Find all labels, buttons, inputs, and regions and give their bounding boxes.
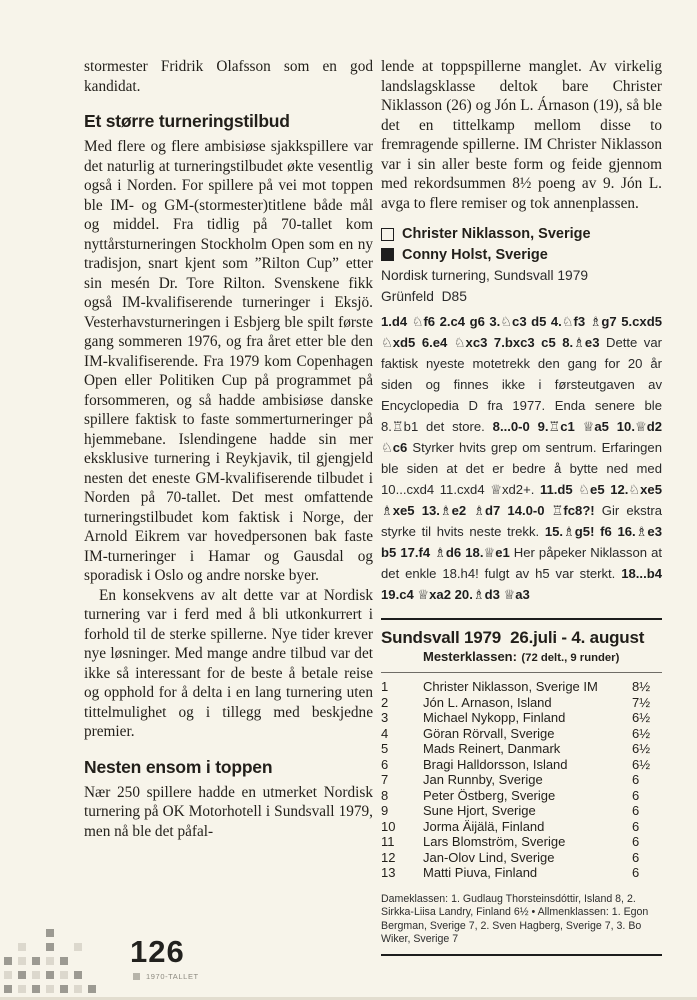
checker-square (32, 985, 40, 993)
result-rank: 2 (381, 694, 389, 710)
page-number: 126 (130, 934, 185, 969)
checkerboard-decoration (0, 926, 120, 996)
result-rank: 8 (381, 787, 389, 803)
chapter-label (133, 972, 199, 981)
chapter-label-text: 1970-TALLET (146, 972, 199, 981)
results-rows (381, 679, 662, 881)
section-heading-nesten-ensom: Nesten ensom i toppen (84, 756, 273, 777)
result-name: Matti Piuva, Finland (423, 865, 538, 880)
intro-paragraph: stormester Fridrik Olafsson som en god kandidat. (84, 58, 373, 95)
result-row (381, 834, 662, 850)
checker-square (88, 985, 96, 993)
result-score: 6 (632, 834, 640, 849)
result-name: Jorma Äijälä, Finland (423, 818, 545, 834)
result-row (381, 710, 662, 726)
result-rank: 5 (381, 741, 389, 756)
result-name: Bragi Halldorsson, Island (423, 756, 568, 772)
result-row (381, 865, 662, 881)
result-name: Sune Hjort, Sverige (423, 803, 536, 818)
results-class-detail: (72 delt., 9 runder) (521, 652, 620, 664)
divider-subtitle (381, 672, 662, 673)
checker-square (18, 943, 26, 951)
checker-square (46, 971, 54, 979)
result-rank: 3 (381, 710, 389, 725)
checker-square (32, 971, 40, 979)
moves-run: 1.d4 ♘f6 2.c4 g6 3.♘c3 d5 4.♘f3 ♗g7 5.cxd5 ♘xd5 6.e4 ♘xc3 7.bxc3 c5 8.♗e3 (381, 314, 662, 350)
checker-square (74, 985, 82, 993)
white-player-row (381, 224, 662, 245)
result-score: 6 (632, 803, 640, 818)
checker-square (60, 985, 68, 993)
result-rank: 10 (381, 818, 396, 834)
checker-square (32, 957, 40, 965)
result-row (381, 788, 662, 804)
result-name: Peter Östberg, Sverige (423, 787, 556, 803)
annotation-run: Dette var faktisk nyeste motetrekk den gang for 20 år siden og finnes ikke i førsteutgaven av Encyclopedia D fra 1977. Enda senere ble 8.♖b1 det store. (381, 335, 662, 434)
right-column (381, 57, 662, 956)
checker-square (4, 957, 12, 965)
result-name: Michael Nykopp, Finland (423, 710, 566, 725)
black-side-square-icon (381, 248, 394, 261)
black-player-row (381, 245, 662, 266)
paragraph: En konsekvens av alt dette var at Nordisk turnering var i ferd med å bli utkonkurrert i forhold til de sterke spillerne. Nye tider krever nye løsninger. Med mange andre tilbud var det ikke så interessant for de beste å betale reise og opphold for å delta i en lang turnering uten tittelmulighet og i tillegg med beskjedne premier. (84, 586, 373, 740)
checker-square (74, 971, 82, 979)
game-event: Nordisk turnering, Sundsvall 1979 (381, 268, 589, 283)
results-footnote: Dameklassen: 1. Gudlaug Thorsteinsdóttir, Island 8, 2. Sirkka-Liisa Landry, Finland 6½ • Allmenklassen: 1. Egon Bergman, Sverige 7, 2. Sven Hagberg, Sverige 7, 3. Bo Wiker, Sverige 7 (381, 892, 649, 946)
results-title: Sundsvall 1979 26.juli - 4. august (381, 628, 645, 647)
game-opening: Grünfeld D85 (381, 289, 467, 304)
result-name: Jan-Olov Lind, Sverige (423, 849, 555, 865)
checker-square (46, 943, 54, 951)
white-player-name: Christer Niklasson, Sverige (402, 226, 591, 242)
result-score: 8½ (632, 679, 651, 694)
moves-run: 18...b4 19.c4 ♕xa2 20.♗d3 ♕a3 (381, 566, 662, 602)
chapter-square-icon (133, 973, 140, 980)
moves-run: 15.♗g5! f6 16.♗e3 b5 17.f4 ♗d6 18.♕e1 (381, 524, 662, 560)
checker-square (74, 943, 82, 951)
result-row (381, 679, 662, 695)
result-name: Jan Runnby, Sverige (423, 772, 543, 787)
checker-square (18, 971, 26, 979)
result-rank: 7 (381, 772, 389, 787)
results-section (381, 618, 662, 956)
checker-square (4, 971, 12, 979)
checker-square (60, 971, 68, 979)
result-row (381, 819, 662, 835)
result-rank: 6 (381, 756, 389, 772)
result-score: 6½ (632, 725, 651, 741)
moves-run: 11.d5 ♘e5 12.♘xe5 ♗xe5 13.♗e2 ♗d7 14.0-0 ♖fc8?! (381, 482, 662, 518)
checker-square (46, 957, 54, 965)
divider-bottom (381, 954, 662, 956)
paragraph: Med flere og flere ambisiøse sjakkspillere var det naturlig at turneringstilbudet økte vesentlig også i Norden. For spillere på vei mot toppen ble IM- og GM-(stormester)titlene både mål og middel. Fra tidlig på 70-tallet kom nyttårsturneringen Stockholm Open som en ny tradisjon, snart kjent som ”Rilton Cup” etter sin mesén Dr. Tore Rilton. Svenskene fikk også IM-kvalifiserende turneringer i Eksjö. Vesterhavsturneringen i Esbjerg ble spilt første gang sommeren 1976, og fra året etter ble den IM-kvalifiserende. Fra 1979 kom Copenhagen Open eller Politiken Cup på programmet på forsommeren, og så hadde ambisiøse danske spillere faktisk to faste sommerturneringer på hjemmebane. Islendingene hadde sin mer eksklusive turnering i Reykjavik, til gjengjeld nesten det eneste GM-kvalifiserende tilbudet i Norden på 70-tallet. Det mest omfattende turneringstilbudet kom faktisk i Norge, der Arnold Eikrem var hovedpersonen bak faste IM-turneringer i Hamar og Gausdal og sporadisk i Oslo og andre norske byer. (84, 138, 373, 584)
white-side-square-icon (381, 228, 394, 241)
annotation-run: Styrker hvits grep om sentrum. Erfaringen ble siden at det er bedre å bytte ned med 10...cxd4 11.cxd4 ♕xd2+. (381, 440, 662, 497)
result-row (381, 757, 662, 773)
results-subtitle (423, 649, 662, 666)
result-score: 6 (632, 787, 640, 803)
result-rank: 13 (381, 865, 396, 880)
result-score: 6½ (632, 756, 651, 772)
result-row (381, 772, 662, 788)
checker-square (46, 929, 54, 937)
game-notation (381, 311, 662, 605)
result-row (381, 803, 662, 819)
checker-square (18, 985, 26, 993)
checker-square (18, 957, 26, 965)
result-row (381, 726, 662, 742)
continuation-paragraph: lende at toppspillerne manglet. Av virkelig landslagsklasse deltok bare Christer Niklasson (26) og Jón L. Árnason (19), så ble det en tittelkamp mellom disse to fremragende spillerne. IM Christer Niklasson var i sin aller beste form og feide gjennom med rekordsummen 8½ poeng av 9. Jón L. avga to flere remiser og tok annenplassen. (381, 58, 662, 212)
black-player-name: Conny Holst, Sverige (402, 246, 548, 263)
checker-square (4, 985, 12, 993)
left-column (84, 57, 373, 841)
result-name: Jón L. Arnason, Island (423, 694, 552, 710)
chess-game-block (381, 224, 662, 605)
result-score: 6½ (632, 710, 651, 725)
divider-top (381, 618, 662, 620)
result-score: 6½ (632, 741, 651, 756)
checker-square (46, 985, 54, 993)
result-rank: 12 (381, 849, 396, 865)
result-rank: 11 (381, 834, 395, 849)
result-rank: 1 (381, 679, 389, 694)
result-name: Lars Blomström, Sverige (423, 834, 566, 849)
result-row (381, 695, 662, 711)
result-score: 7½ (632, 694, 651, 710)
result-score: 6 (632, 865, 640, 880)
annotation-run: Her påpeker Niklasson at det enkle 18.h4! fulgt av h5 var sterkt. (381, 545, 662, 581)
result-score: 6 (632, 818, 640, 834)
result-score: 6 (632, 849, 640, 865)
result-name: Mads Reinert, Danmark (423, 741, 561, 756)
moves-run: 8...0-0 9.♖c1 ♕a5 10.♕d2 ♘c6 (381, 419, 662, 455)
paragraph: Nær 250 spillere hadde en utmerket Nordisk turnering på OK Motorhotell i Sundsvall 1979, men nå ble det påfal- (84, 783, 373, 840)
result-score: 6 (632, 772, 640, 787)
result-rank: 9 (381, 803, 389, 818)
result-rank: 4 (381, 725, 389, 741)
result-row (381, 741, 662, 757)
result-name: Göran Rörvall, Sverige (423, 725, 555, 741)
results-class-label: Mesterklassen: (423, 649, 517, 664)
checker-square (60, 957, 68, 965)
annotation-run: Gir ekstra styrke til hvits neste trekk. (381, 503, 662, 539)
result-row (381, 850, 662, 866)
result-name: Christer Niklasson, Sverige IM (423, 679, 598, 694)
section-heading-turneringstilbud: Et større turneringstilbud (84, 111, 290, 131)
